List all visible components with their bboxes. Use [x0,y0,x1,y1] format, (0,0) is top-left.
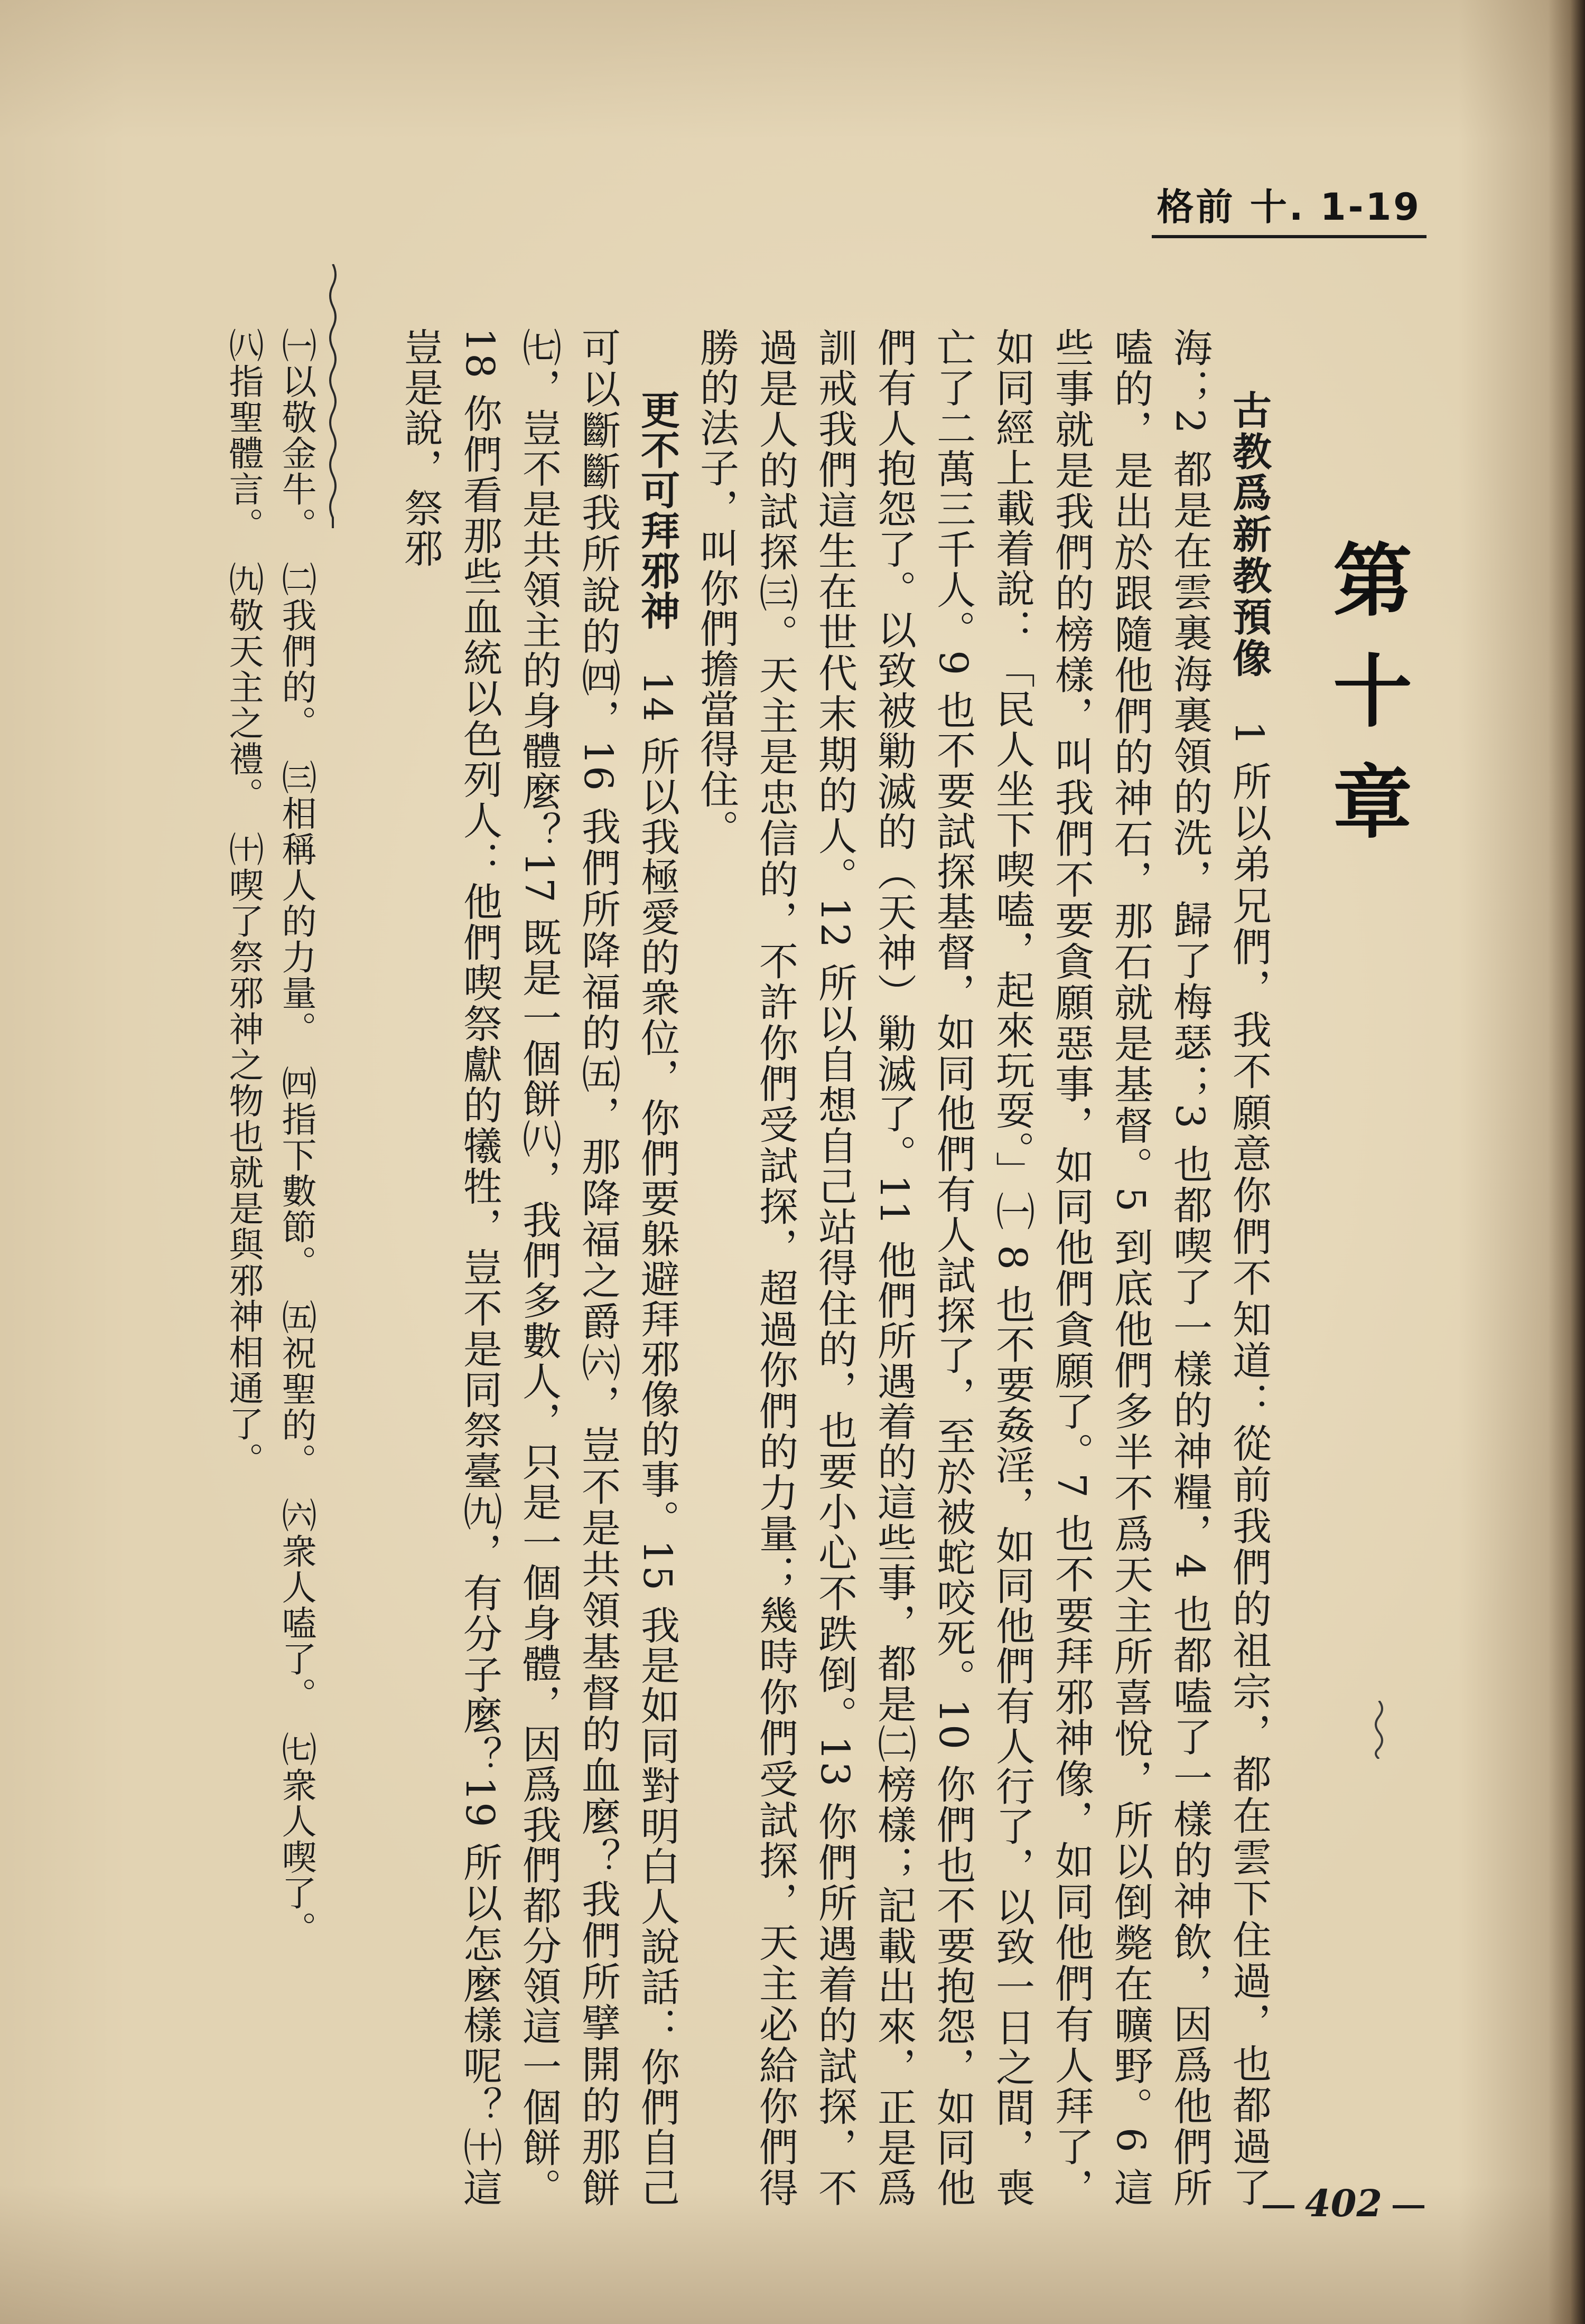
dash-right [1393,2205,1424,2208]
paragraph-1 [687,327,1279,2208]
running-title: 格前 十. 1-19 [1157,185,1421,229]
footnote-line-2: ㈧指聖體言。 ㈨敬天主之禮。 ㈩喫了祭邪神之物也就是與邪神相通了。 [223,327,264,1478]
footnotes [222,327,322,2070]
paragraph-1-text: 1 所以弟兄們，我不願意你們不知道：從前我們的祖宗，都在雲下住過，也都過了海；2 都是在雲裏海裏領的洗，歸了梅瑟；3 也都喫了一樣的神糧，4 也都嗑了一樣的神飲，因爲他們所嗑的，是出於跟隨他們的神石，那石就是基督。5 到底他們多半不爲天主所喜悅，所以倒斃在曠野。6 這些事就是我們的榜樣，叫我們不要貪願惡事，如同他們貪願了。7 也不要拜邪神像，如同他們有人拜了，如同經上載着說：「民人坐下喫嗑，起來玩耍。」㈠ 8 也不要姦淫，如同他們有人行了，以致一日之間，喪亡了二萬三千人。9 也不要試探基督，如同他們有人試探了，至於被蛇咬死。10 你們也不要抱怨，如同他們有人抱怨了。以致被勦滅的（天神）勦滅了。11 他們所遇着的這些事，都是㈡榜樣；記載出來，正是爲訓戒我們這生在世代末期的人。12 所以自想自己站得住的，也要小心不跌倒。13 你們所遇着的試探，不過是人的試探㈢。天主是忠信的，不許你們受試探，超過你們的力量；幾時你們受試探，天主必給你們得勝的法子，叫你們擔當得住。 [694,327,1272,2208]
page-edge-shadow [1548,0,1585,2324]
running-header [1152,177,1426,238]
chapter-title: 第十章 [1319,539,1412,872]
notes-divider [325,264,341,528]
paragraph-2-text: 14 所以我極愛的衆位，你們要躲避拜邪像的事。15 我是如同對明白人說話：你們自己可以斷斷我所說的㈣，16 我們所降福的㈤，那降福之爵㈥，豈不是共領基督的血麼？我們所擘開的那餅㈦，豈不是共領主的身體麼？17 既是一個餅㈧，我們多數人，只是一個身體，因爲我們都分領這一個餅。18 你們看那些血統以色列人：他們喫祭獻的犧牲，豈不是同祭臺㈨，有分子麼？19 所以怎麼樣呢？㈩這豈是說，祭邪 [398,327,680,2208]
footnote-line-1: ㈠以敬金牛。 ㈡我們的。 ㈢相稱人的力量。 ㈣指下數節。 ㈤祝聖的。 ㈥衆人嗑了。 ㈦衆人喫了。 [276,327,316,1947]
paragraph-2 [391,327,687,2208]
page-number-wrapper [1252,2181,1435,2225]
page-number: 402 [1305,2181,1383,2225]
main-text [398,327,1279,2208]
section-heading-1: 古教爲新教預像 [1226,390,1272,680]
dash-left [1263,2205,1294,2208]
section-heading-2: 更不可拜邪神 [635,390,680,631]
margin-mark [1368,1701,1390,1759]
